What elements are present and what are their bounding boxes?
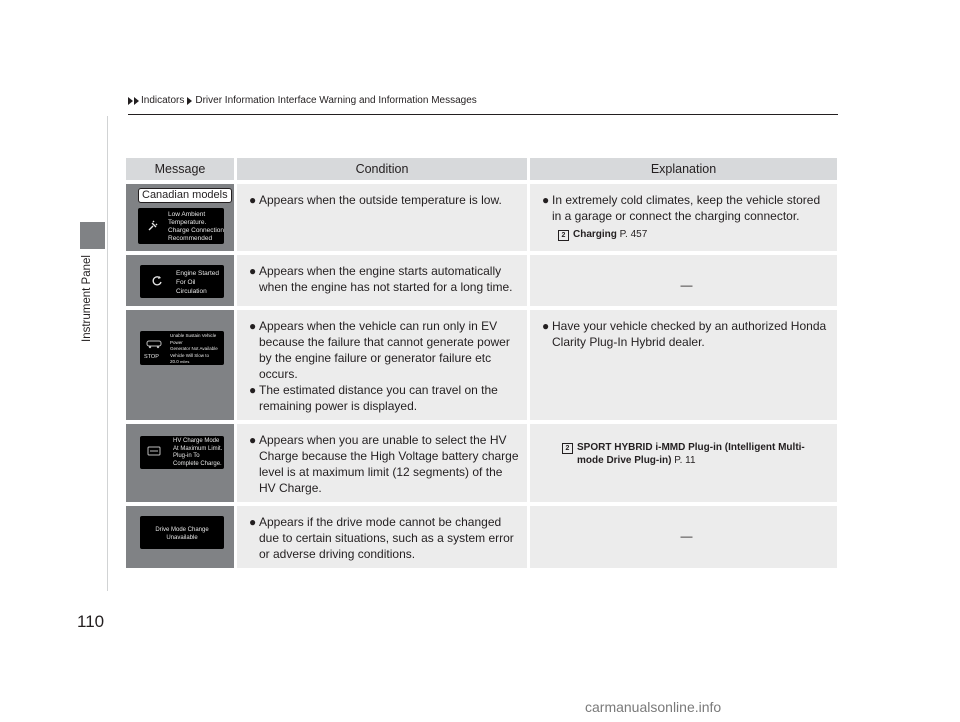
explanation-cell: ● Have your vehicle checked by an authorized Honda Clarity Plug-In Hybrid dealer. xyxy=(530,306,837,420)
condition-cell: ● Appears when the outside temperature is low. xyxy=(237,180,530,251)
bullet-icon: ● xyxy=(249,264,257,278)
side-tab-marker xyxy=(80,222,105,249)
explanation-cell xyxy=(530,502,837,568)
stop-label: STOP xyxy=(144,354,159,360)
message-screen xyxy=(140,516,224,549)
breadcrumb-section[interactable]: Indicators xyxy=(141,95,185,106)
bullet-icon: ● xyxy=(249,433,257,447)
empty-dash: — xyxy=(680,278,693,292)
stop-car-icon xyxy=(144,338,166,350)
condition-cell: ● Appears when the engine starts automatically when the engine has not started for a long time. xyxy=(237,251,530,306)
condition-cell: ● Appears if the drive mode cannot be changed due to certain situations, such as a system error or adverse driving conditions. xyxy=(237,502,530,568)
reference-arrow-icon: 2 xyxy=(562,443,573,454)
screen-text: Unable Sustain Vehicle Power Generator Not Available Vehicle Will Slow to 20.0 miles xyxy=(170,333,218,364)
chevron-right-icon xyxy=(187,97,192,105)
breadcrumb-page: Driver Information Interface Warning and Information Messages xyxy=(195,95,477,106)
explanation-cell: ● In extremely cold climates, keep the vehicle stored in a garage or connect the charging connector. 2 Charging P. 457 xyxy=(530,180,837,251)
header-condition: Condition xyxy=(237,158,530,180)
condition-cell: ● Appears when the vehicle can run only in EV because the failure that cannot generate power by the engine failure or generator failure etc occurs. ● The estimated distance you can travel on the remaining power is displayed. xyxy=(237,306,530,420)
side-divider xyxy=(107,116,108,591)
bullet-icon: ● xyxy=(542,319,550,333)
screen-text: Engine Started For Oil Circulation xyxy=(176,270,220,295)
empty-dash: — xyxy=(680,529,693,543)
message-image-cell xyxy=(126,306,237,420)
message-screen xyxy=(140,331,224,365)
screen-text: Drive Mode Change Unavailable xyxy=(155,527,209,541)
message-image-cell xyxy=(126,420,237,502)
bullet-icon: ● xyxy=(249,193,257,207)
bullet-icon: ● xyxy=(542,193,550,207)
engine-restart-icon xyxy=(151,275,163,287)
table-header-row xyxy=(126,158,837,180)
reference-arrow-icon: 2 xyxy=(558,230,569,241)
side-tab-label: Instrument Panel xyxy=(81,255,93,342)
header-explanation: Explanation xyxy=(530,158,837,180)
message-screen xyxy=(140,265,224,298)
hv-charge-icon xyxy=(146,445,162,457)
bullet-icon: ● xyxy=(249,383,257,397)
table-row xyxy=(126,420,837,502)
table-row xyxy=(126,180,837,251)
message-image-cell xyxy=(126,502,237,568)
message-image-cell xyxy=(126,251,237,306)
message-image-cell xyxy=(126,180,237,251)
screen-text: Low Ambient Temperature. Charge Connection Recommended xyxy=(168,211,225,242)
cross-reference-link[interactable]: 2 Charging P. 457 xyxy=(558,227,831,243)
screen-text: HV Charge Mode At Maximum Limit. Plug-in To Complete Charge. xyxy=(173,438,223,467)
chevron-right-icon xyxy=(134,97,139,105)
explanation-cell xyxy=(530,420,837,502)
bullet-icon: ● xyxy=(249,515,257,529)
watermark: carmanualsonline.info xyxy=(585,699,722,715)
breadcrumb xyxy=(128,95,477,106)
table-row xyxy=(126,251,837,306)
message-screen xyxy=(140,436,224,469)
chevron-right-icon xyxy=(128,97,133,105)
header-message: Message xyxy=(126,158,237,180)
messages-table xyxy=(126,158,837,568)
header-rule xyxy=(128,114,838,115)
page-number: 110 xyxy=(77,612,105,631)
table-row xyxy=(126,502,837,568)
message-screen xyxy=(138,208,224,244)
bullet-icon: ● xyxy=(249,319,257,333)
canadian-models-badge: Canadian models xyxy=(138,188,232,203)
plug-icon xyxy=(147,220,159,232)
table-row xyxy=(126,306,837,420)
explanation-cell xyxy=(530,251,837,306)
cross-reference-link[interactable]: 2 SPORT HYBRID i-MMD Plug-in (Intelligent Multi-mode Drive Plug-in) P. 11 xyxy=(562,441,831,467)
condition-cell: ● Appears when you are unable to select the HV Charge because the High Voltage battery charge level is at maximum limit (12 segments) of the HV Charge. xyxy=(237,420,530,502)
